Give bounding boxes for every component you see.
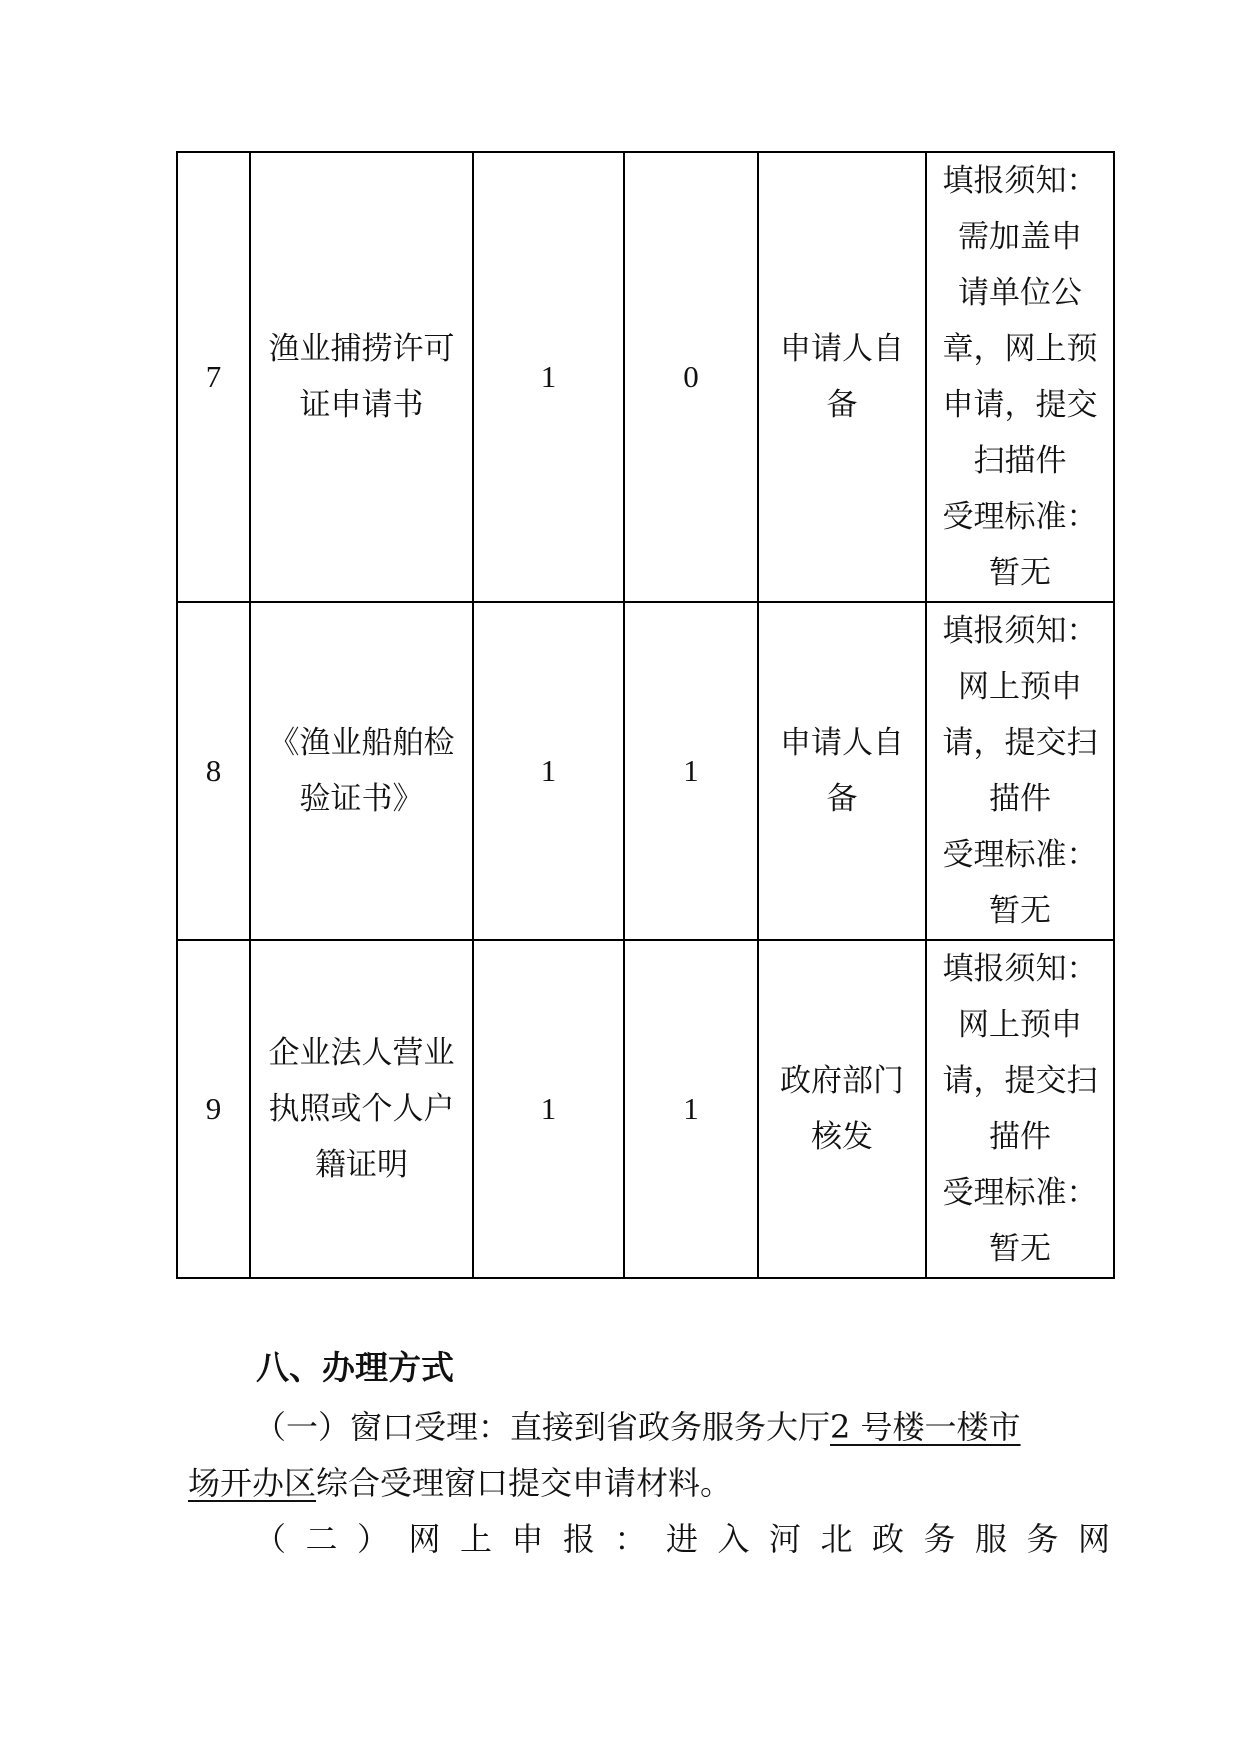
notes [926,152,1114,602]
notes-line: 扫描件 [973,443,1067,479]
notes-line: 网上预申 [958,669,1082,705]
material-name-line: 渔业捕捞许可 [268,331,455,367]
material-name-line: 籍证明 [315,1147,408,1183]
notes-line: 申请，提交 [942,387,1098,423]
underlined-location: 2 号楼一楼市场开办区 [188,1408,1021,1502]
copy-count: 1 [624,940,758,1278]
material-name-line: 证申请书 [299,387,424,423]
material-source [758,152,926,602]
source-line: 申请人自 [780,331,904,367]
notes-line: 填报须知： [942,613,1098,649]
material-source [758,940,926,1278]
notes-line: 描件 [989,781,1051,817]
row-index: 8 [177,602,250,940]
notes [926,602,1114,940]
source-line: 核发 [811,1119,873,1155]
notes-line: 暂无 [989,893,1051,929]
paragraph-online-service: （二）网上申报：进入河北政务服务网 [254,1520,1130,1558]
notes-line: 填报须知： [942,163,1098,199]
notes-line: 填报须知： [942,951,1098,987]
row-index: 9 [177,940,250,1278]
material-name-line: 《渔业船舶检 [268,725,455,761]
section-heading: 八、办理方式 [256,1348,454,1387]
copy-count: 1 [624,602,758,940]
source-line: 政府部门 [780,1063,904,1099]
notes-line: 请，提交扫 [942,1063,1098,1099]
material-name-line: 企业法人营业 [268,1035,455,1071]
notes-line: 章，网上预 [942,331,1098,367]
row-index: 7 [177,152,250,602]
notes-line: 受理标准： [942,837,1098,873]
original-count: 1 [473,940,624,1278]
table-row [177,940,1114,1278]
source-line: 备 [826,781,858,817]
notes [926,940,1114,1278]
notes-line: 网上预申 [958,1007,1082,1043]
source-line: 备 [826,387,858,423]
table-row [177,152,1114,602]
material-name-line: 执照或个人户 [268,1091,455,1127]
paragraph-text: （一）窗口受理：直接到省政务服务大厅 [254,1408,831,1446]
source-line: 申请人自 [780,725,904,761]
material-name-line: 验证书》 [299,781,424,817]
material-name [250,940,473,1278]
original-count: 1 [473,602,624,940]
copy-count: 0 [624,152,758,602]
notes-line: 受理标准： [942,499,1098,535]
notes-line: 请单位公 [958,275,1082,311]
table-row [177,602,1114,940]
notes-line: 暂无 [989,1231,1051,1267]
material-source [758,602,926,940]
notes-line: 需加盖申 [958,219,1082,255]
notes-line: 受理标准： [942,1175,1098,1211]
notes-line: 请，提交扫 [942,725,1098,761]
materials-table [176,151,1115,1279]
material-name [250,602,473,940]
paragraph-text: 综合受理窗口提交申请材料。 [316,1464,733,1502]
notes-line: 暂无 [989,555,1051,591]
notes-line: 描件 [989,1119,1051,1155]
original-count: 1 [473,152,624,602]
material-name [250,152,473,602]
paragraph-window-service [188,1399,1052,1511]
